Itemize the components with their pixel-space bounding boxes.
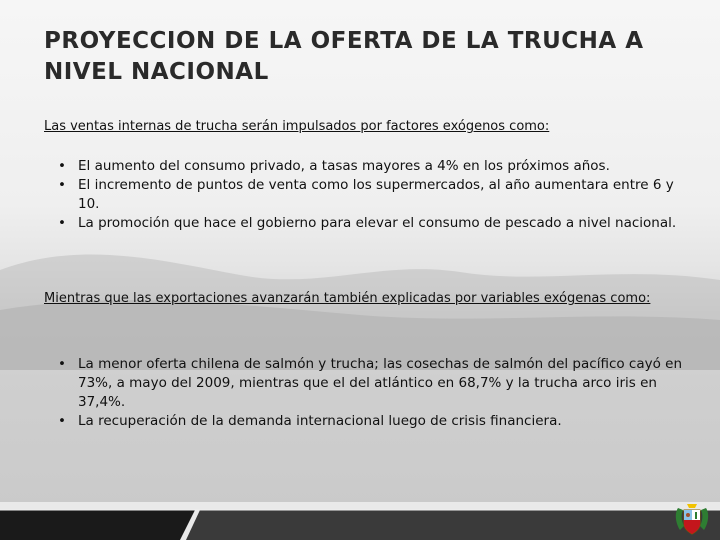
bullet-glyph: • xyxy=(58,413,66,429)
slide-title: PROYECCION DE LA OFERTA DE LA TRUCHA A NIVEL NACIONAL xyxy=(44,28,644,85)
bullet-glyph: • xyxy=(58,215,66,231)
bullet-glyph: • xyxy=(58,158,66,174)
peru-coat-of-arms-icon xyxy=(672,500,712,540)
bullet-text: La menor oferta chilena de salmón y trucha; las cosechas de salmón del pacífico cayó en 73%, a mayo del 2009, mientras que el del atlántico en 68,7% y la trucha arco iris en 37,4%. xyxy=(78,356,683,410)
bullet-text: El aumento del consumo privado, a tasas mayores a 4% en los próximos años. xyxy=(78,158,610,174)
bullet-text: El incremento de puntos de venta como los supermercados, al año aumentara entre 6 y 10. xyxy=(78,177,674,212)
bullet-glyph: • xyxy=(58,356,66,372)
section1-bullet-list xyxy=(56,157,686,233)
section1-intro: Las ventas internas de trucha serán impulsados por factores exógenos como: xyxy=(44,119,550,134)
list-item xyxy=(56,355,686,412)
list-item xyxy=(56,157,686,176)
section2-bullet-list xyxy=(56,355,686,431)
bullet-glyph: • xyxy=(58,177,66,193)
section2-intro: Mientras que las exportaciones avanzarán también explicadas por variables exógenas como: xyxy=(44,291,651,306)
bottom-decorative-bar xyxy=(0,502,720,540)
list-item xyxy=(56,412,686,431)
bullet-text: La recuperación de la demanda internacional luego de crisis financiera. xyxy=(78,413,562,429)
bullet-text: La promoción que hace el gobierno para elevar el consumo de pescado a nivel nacional. xyxy=(78,215,677,231)
list-item xyxy=(56,176,686,214)
list-item xyxy=(56,214,686,233)
